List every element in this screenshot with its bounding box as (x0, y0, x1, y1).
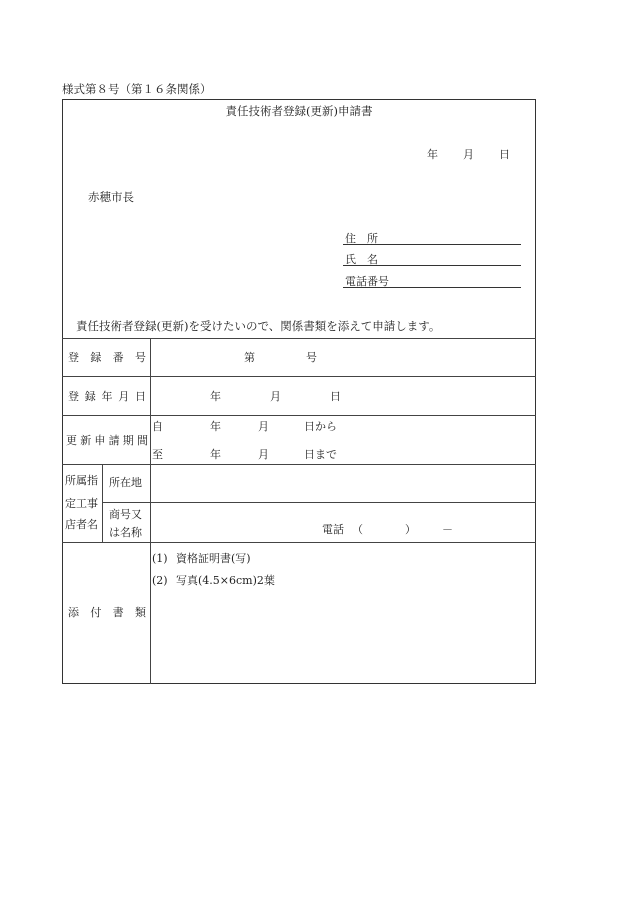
trade-name-label-line1: 商号又 (109, 508, 142, 521)
phone-field[interactable] (343, 287, 521, 288)
name-label: 氏 名 (345, 253, 378, 266)
reg-date-month: 月 (270, 390, 281, 403)
reg-date-field[interactable] (162, 380, 530, 410)
date-day-label: 日 (499, 148, 510, 161)
reg-date-day: 日 (330, 390, 341, 403)
reg-date-label: 登 録 年 月 日 (68, 390, 146, 403)
column-divider (150, 338, 151, 684)
request-statement: 責任技術者登録(更新)を受けたいので、関係書類を添えて申請します。 (76, 319, 441, 333)
name-field[interactable] (343, 265, 521, 266)
contractor-phone-close: ） (405, 523, 416, 536)
attachment-1-text: 資格証明書(写) (176, 552, 251, 565)
renewal-period-label: 更 新 申 請 期 間 (66, 434, 148, 447)
trade-name-label-line2: は名称 (109, 526, 142, 539)
date-month-label: 月 (463, 148, 474, 161)
contractor-phone-dash: － (442, 523, 453, 536)
phone-label: 電話番号 (345, 275, 389, 288)
form-title: 責任技術者登録(更新)申請書 (225, 104, 373, 118)
divider (62, 464, 536, 465)
form-number: 様式第８号（第１６条関係） (62, 82, 212, 96)
address-label: 住 所 (345, 232, 378, 245)
renewal-to-year: 年 (210, 448, 221, 461)
contractor-phone-open: （ (352, 523, 363, 536)
contractor-label-line2: 定工事 (65, 497, 98, 510)
reg-number-dai: 第 (244, 351, 255, 364)
renewal-from-suffix: 日から (304, 420, 337, 433)
trade-name-field[interactable] (162, 506, 312, 538)
renewal-to-suffix: 日まで (304, 448, 337, 461)
divider (62, 542, 536, 543)
attachment-1-number: (1) (152, 552, 168, 565)
column-divider (102, 464, 103, 542)
contractor-phone-field[interactable] (360, 520, 530, 538)
reg-number-field[interactable] (162, 342, 530, 372)
renewal-from-prefix: 自 (152, 420, 163, 433)
renewal-to-prefix: 至 (152, 448, 163, 461)
contractor-label-line3: 店者名 (65, 518, 98, 531)
location-label: 所在地 (109, 476, 142, 489)
date-year-label: 年 (427, 148, 438, 161)
attachments-label: 添 付 書 類 (68, 606, 146, 619)
attachment-2-number: (2) (152, 574, 168, 587)
attachment-2-text: 写真(4.5×6cm)2葉 (176, 574, 275, 587)
divider (62, 415, 536, 416)
contractor-phone-label: 電話 (322, 523, 344, 536)
location-field[interactable] (162, 468, 530, 498)
reg-date-year: 年 (210, 390, 221, 403)
contractor-label-line1: 所属指 (65, 474, 98, 487)
renewal-from-year: 年 (210, 420, 221, 433)
reg-number-go: 号 (306, 351, 317, 364)
renewal-from-month: 月 (258, 420, 269, 433)
renewal-to-month: 月 (258, 448, 269, 461)
divider (102, 502, 536, 503)
divider (62, 376, 536, 377)
divider (62, 338, 536, 339)
reg-number-label: 登 録 番 号 (68, 351, 146, 364)
addressee: 赤穂市長 (88, 190, 134, 204)
address-field[interactable] (343, 244, 521, 245)
